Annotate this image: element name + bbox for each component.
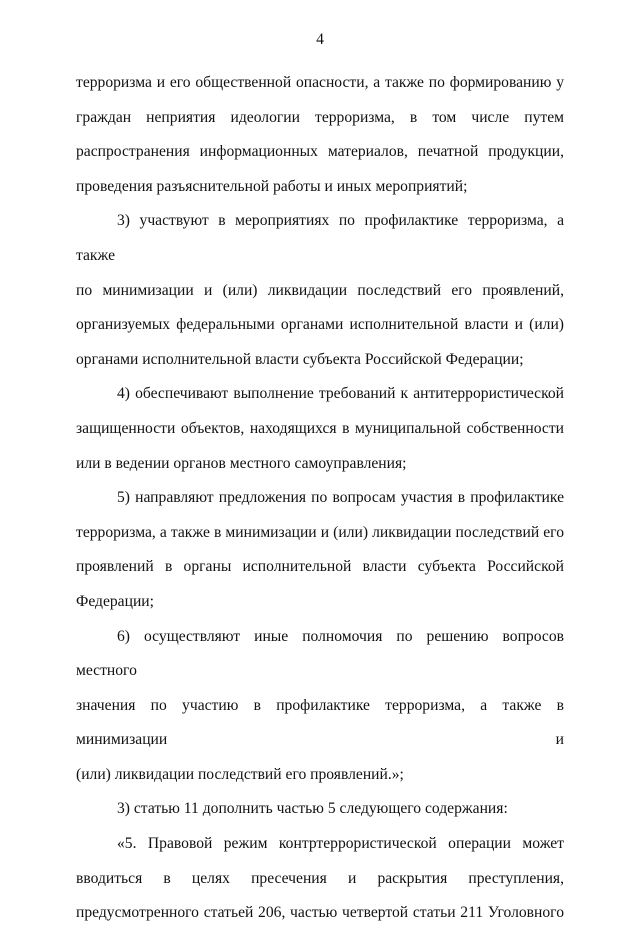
- text-line: проведения разъяснительной работы и иных мероприятий;: [76, 177, 468, 195]
- paragraph-amendment-3: [76, 792, 564, 827]
- paragraph-item-5: [76, 481, 564, 619]
- text-line: или в ведении органов местного самоуправления;: [76, 454, 407, 472]
- text-line: терроризма и его общественной опасности, а также по формированию у: [76, 74, 564, 91]
- paragraph-new-part-5: [76, 827, 564, 931]
- text-line: Федерации;: [76, 592, 154, 610]
- paragraph-continuation: [76, 66, 564, 204]
- text-line: предусмотренного статьей 206, частью четвертой статьи 211 Уголовного: [76, 904, 564, 922]
- text-line: органами исполнительной власти субъекта Российской Федерации;: [76, 350, 524, 368]
- text-line: вводиться в целях пресечения и раскрытия преступления,: [76, 869, 564, 887]
- paragraph-item-3: [76, 204, 564, 377]
- page-number: 4: [316, 31, 324, 48]
- text-line: значения по участию в профилактике терроризма, а также в минимизации и: [76, 696, 564, 749]
- text-line: организуемых федеральными органами исполнительной власти и (или): [76, 316, 564, 334]
- text-line: терроризма, а также в минимизации и (или) ликвидации последствий его: [76, 523, 564, 541]
- text-line: 5) направляют предложения по вопросам участия в профилактике: [117, 489, 564, 507]
- text-line: по минимизации и (или) ликвидации последствий его проявлений,: [76, 281, 564, 299]
- text-line: 6) осуществляют иные полномочия по решению вопросов местного: [76, 627, 564, 680]
- paragraph-item-4: [76, 377, 564, 481]
- text-line: 3) статью 11 дополнить частью 5 следующего содержания:: [117, 800, 508, 818]
- paragraph-item-6: [76, 620, 564, 793]
- text-line: защищенности объектов, находящихся в муниципальной собственности: [76, 419, 564, 437]
- text-line: проявлений в органы исполнительной власти субъекта Российской: [76, 558, 564, 576]
- text-line: (или) ликвидации последствий его проявлений.»;: [76, 765, 404, 783]
- text-line: 4) обеспечивают выполнение требований к антитеррористической: [117, 385, 564, 403]
- text-line: 3) участвуют в мероприятиях по профилактике терроризма, а также: [76, 212, 564, 264]
- document-body: [76, 66, 564, 931]
- text-line: распространения информационных материалов, печатной продукции,: [76, 143, 564, 161]
- text-line: «5. Правовой режим контртеррористической операции может: [117, 835, 564, 853]
- text-line: граждан неприятия идеологии терроризма, в том числе путем: [76, 108, 564, 126]
